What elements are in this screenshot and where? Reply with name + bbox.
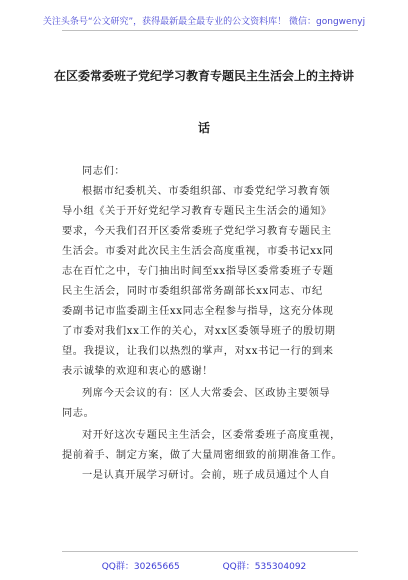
header-banner: 关注头条号“公文研究”，获得最新最全最专业的公文资料库！ 微信：gongwenyj bbox=[42, 17, 366, 27]
header-rule bbox=[62, 30, 358, 31]
salutation: 同志们： bbox=[82, 166, 126, 177]
paragraph-line: 根据市纪委机关、市委组织部、市委党纪学习教育领 bbox=[82, 186, 331, 197]
paragraph-line: 提前着手、制定方案，做了大量周密细致的前期准备工作。 bbox=[62, 450, 343, 461]
footer-qq-group-2: QQ群：535304092 bbox=[222, 562, 307, 572]
footer bbox=[0, 559, 408, 572]
paragraph-line: 委副书记市监委副主任xx同志全程参与指导，这充分体现 bbox=[62, 306, 334, 317]
paragraph-line: 生活会。市委对此次民主生活会高度重视，市委书记xx同 bbox=[62, 246, 334, 257]
footer-qq-group-1: QQ群：30265665 bbox=[101, 562, 180, 572]
paragraph-line: 列席今天会议的有：区人大常委会、区政协主要领导 bbox=[82, 388, 331, 399]
paragraph-line: 要求，今天我们召开区委常委班子党纪学习教育专题民主 bbox=[62, 226, 332, 237]
paragraph-line: 望。我提议，让我们以热烈的掌声，对xx书记一行的到来 bbox=[62, 346, 334, 357]
paragraph-line: 民主生活会，同时市委组织部常务副部长xx同志、市纪 bbox=[62, 286, 323, 297]
paragraph-line: 同志。 bbox=[62, 408, 95, 419]
paragraph-line: 导小组《关于开好党纪学习教育专题民主生活会的通知》 bbox=[62, 206, 332, 217]
paragraph-line: 表示诚挚的欢迎和衷心的感谢！ bbox=[62, 366, 214, 377]
footer-rule bbox=[62, 551, 358, 552]
paragraph-line: 了市委对我们xx工作的关心，对xx区委领导班子的殷切期 bbox=[62, 326, 336, 337]
paragraph-line: 志在百忙之中，专门抽出时间至xx指导区委常委班子专题 bbox=[62, 266, 334, 277]
paragraph-line: 一是认真开展学习研讨。会前，班子成员通过个人自 bbox=[82, 470, 331, 481]
document-title-line-2: 话 bbox=[197, 121, 210, 135]
paragraph-line: 对开好这次专题民主生活会，区委常委班子高度重视， bbox=[82, 430, 341, 441]
document-title-line-1: 在区委常委班子党纪学习教育专题民主生活会上的主持讲 bbox=[53, 69, 354, 83]
document-body bbox=[62, 162, 366, 486]
